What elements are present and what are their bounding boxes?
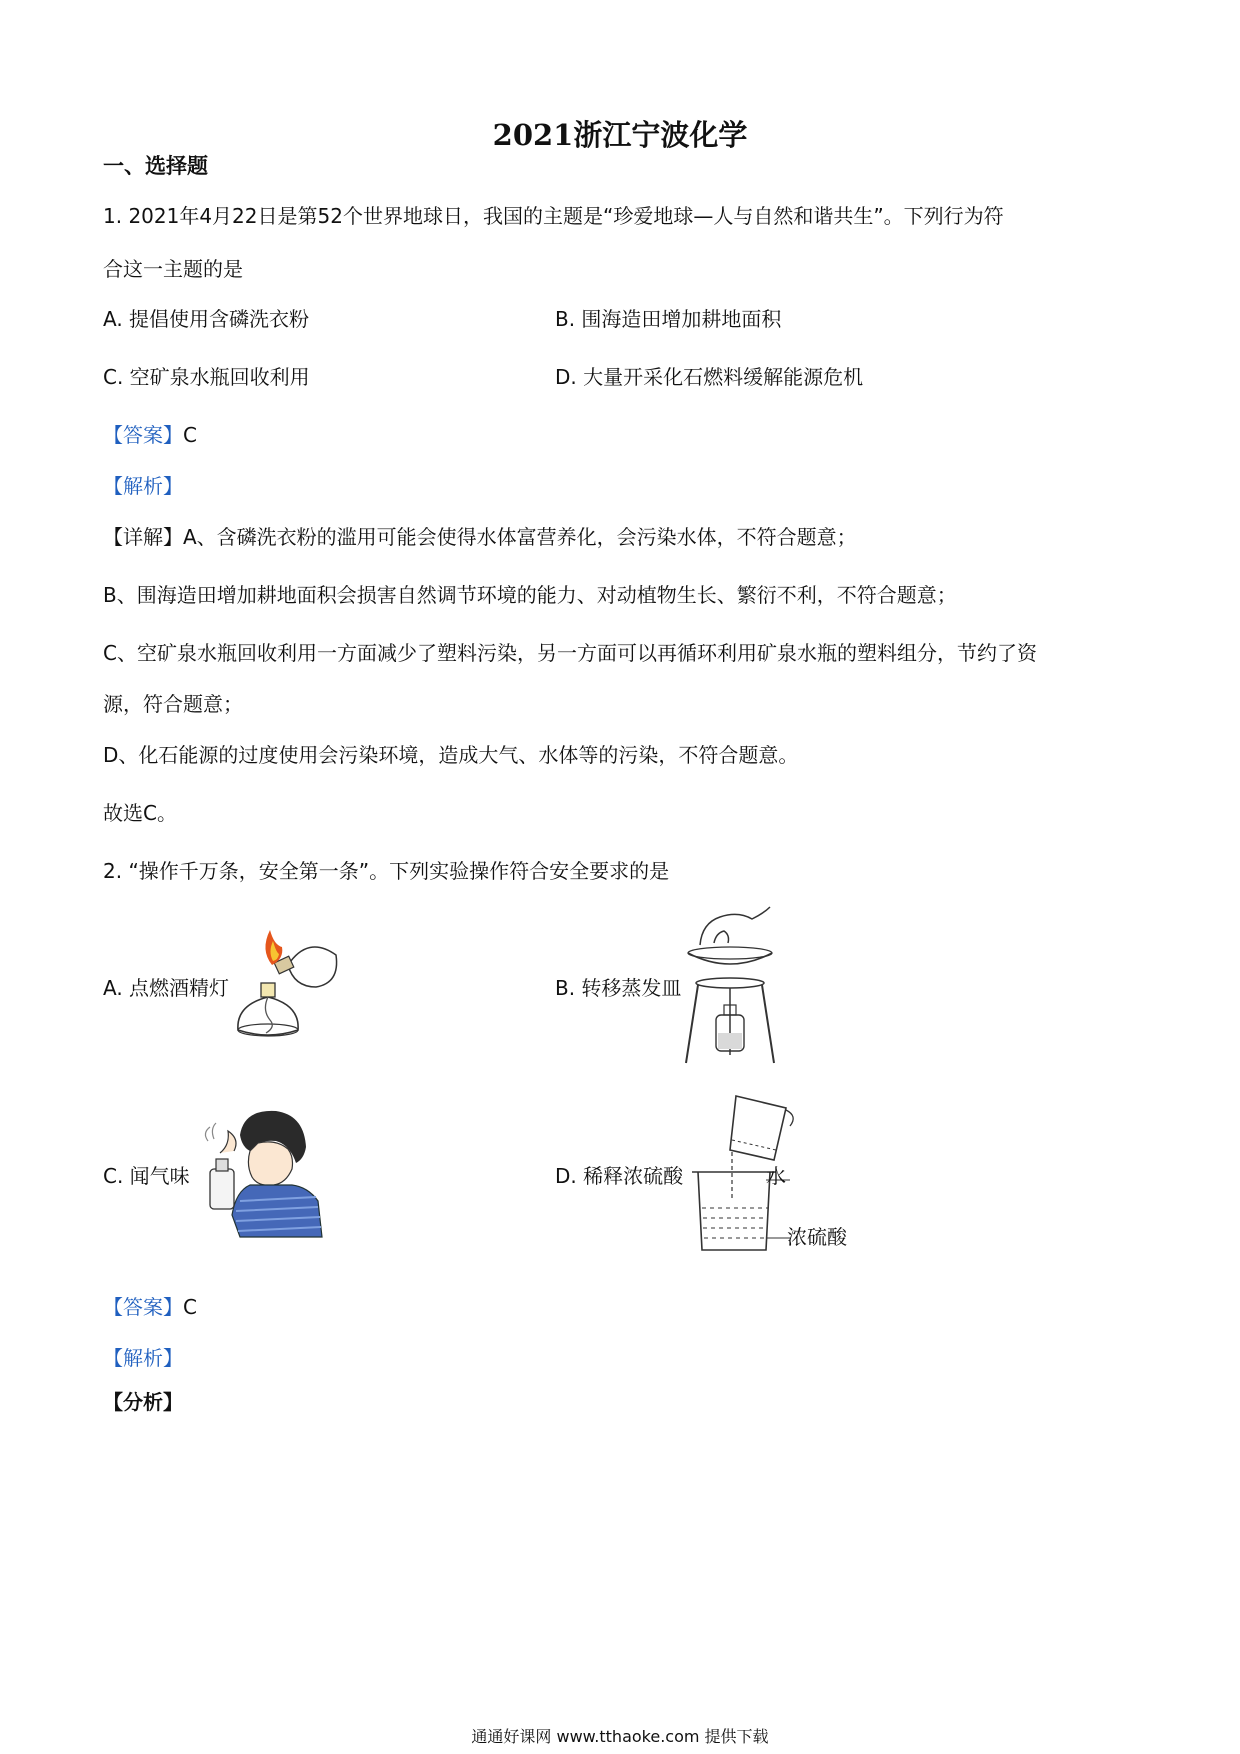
- q1-detail-line: 【详解】A、含磷洗衣粉的滥用可能会使得水体富营养化，会污染水体，不符合题意；: [103, 525, 857, 549]
- q1-detail-line: 源，符合题意；: [103, 692, 243, 716]
- q2-option-c: C. 闻气味: [103, 1164, 190, 1188]
- page-footer: 通通好课网 www.tthaoke.com 提供下载: [471, 1727, 769, 1746]
- q1-option-a: A. 提倡使用含磷洗衣粉: [103, 307, 310, 331]
- fig-d-label-acid: 浓硫酸: [787, 1225, 847, 1249]
- q1-option-b: B. 围海造田增加耕地面积: [555, 307, 782, 331]
- q2-answer: C: [183, 1295, 197, 1319]
- q1-answer-line: [103, 422, 197, 448]
- q1-answer: C: [183, 423, 197, 447]
- q2-option-a: A. 点燃酒精灯: [103, 976, 230, 1000]
- fig-d-label-water: 水: [766, 1164, 786, 1188]
- smelling-gas-figure: [200, 1105, 325, 1240]
- q1-detail-line: B、围海造田增加耕地面积会损害自然调节环境的能力、对动植物生长、繁衍不利，不符合题意；: [103, 583, 957, 607]
- q1-option-c: C. 空矿泉水瓶回收利用: [103, 365, 310, 389]
- q2-option-d: D. 稀释浓硫酸: [555, 1164, 684, 1188]
- answer-tag: 【答案】: [103, 1295, 183, 1319]
- q2-fenxi-tag: 【分析】: [103, 1390, 183, 1414]
- q1-stem-line1: 1. 2021年4月22日是第52个世界地球日，我国的主题是“珍爱地球—人与自然和谐共生”。下列行为符: [103, 204, 1004, 228]
- evaporating-dish-figure: [680, 905, 780, 1065]
- q2-stem: 2. “操作千万条，安全第一条”。下列实验操作符合安全要求的是: [103, 859, 670, 883]
- q1-detail-line: C、空矿泉水瓶回收利用一方面减少了塑料污染，另一方面可以再循环利用矿泉水瓶的塑料组分，节约了资: [103, 641, 1037, 665]
- q1-detail-line: 故选C。: [103, 801, 177, 825]
- alcohol-lamp-lighting-figure: [228, 925, 343, 1050]
- q2-answer-line: [103, 1294, 197, 1320]
- q1-analysis-tag: 【解析】: [103, 474, 183, 498]
- section-heading: 一、选择题: [103, 154, 208, 178]
- q2-analysis-tag: 【解析】: [103, 1346, 183, 1370]
- q1-detail-line: D、化石能源的过度使用会污染环境，造成大气、水体等的污染，不符合题意。: [103, 743, 799, 767]
- q2-option-b: B. 转移蒸发皿: [555, 976, 682, 1000]
- q1-stem-line2: 合这一主题的是: [103, 257, 243, 281]
- q1-option-d: D. 大量开采化石燃料缓解能源危机: [555, 365, 864, 389]
- answer-tag: 【答案】: [103, 423, 183, 447]
- document-title: 2021浙江宁波化学: [492, 118, 748, 152]
